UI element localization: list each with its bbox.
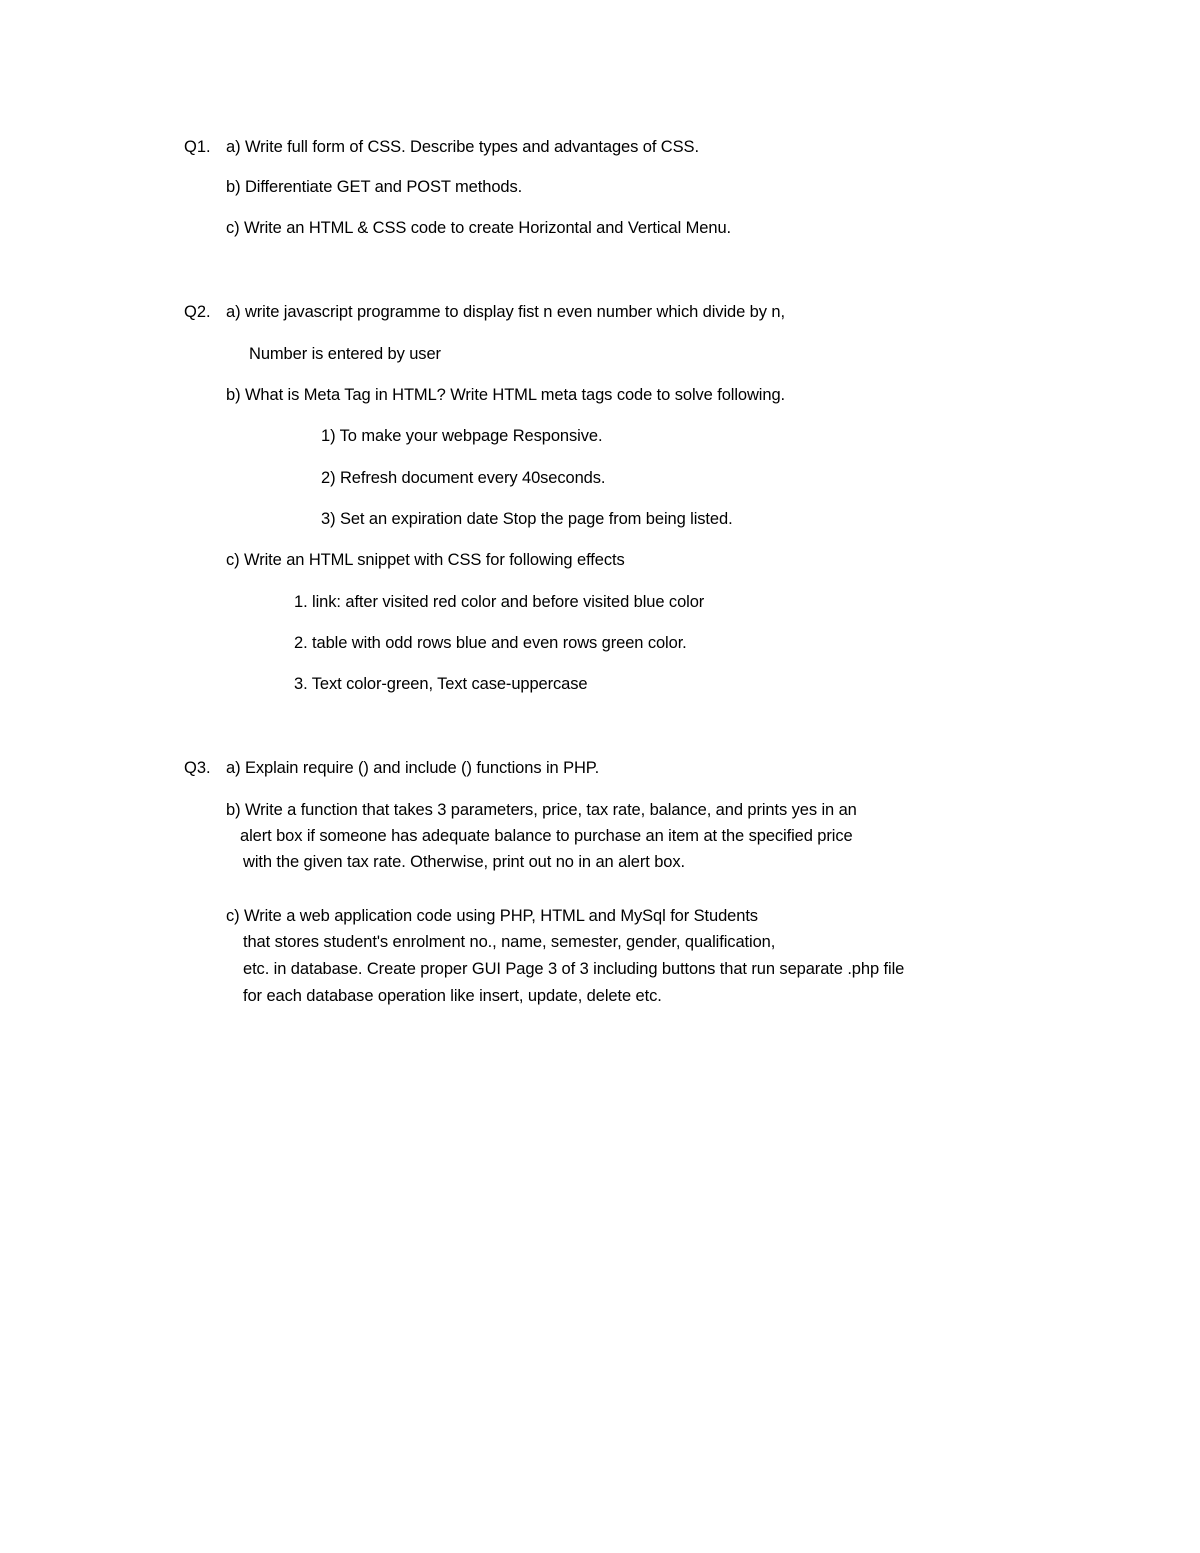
q3-part-c-line-3: etc. in database. Create proper GUI Page 3 of 3 including buttons that run separate .php file bbox=[243, 960, 905, 978]
q3-part-c-line-4: for each database operation like insert, update, delete etc. bbox=[243, 987, 662, 1005]
q1-part-b: b) Differentiate GET and POST methods. bbox=[226, 178, 523, 196]
question-number-q2: Q2. bbox=[184, 303, 211, 321]
q3-part-b-line-2: alert box if someone has adequate balance to purchase an item at the specified price bbox=[240, 827, 853, 845]
q3-part-c-line-2: that stores student's enrolment no., name, semester, gender, qualification, bbox=[243, 933, 776, 951]
question-number-q1: Q1. bbox=[184, 138, 211, 156]
q3-part-b: b) Write a function that takes 3 parameters, price, tax rate, balance, and prints yes in an bbox=[226, 801, 857, 819]
q3-part-b-line-3: with the given tax rate. Otherwise, print out no in an alert box. bbox=[243, 853, 685, 871]
question-number-q3: Q3. bbox=[184, 759, 211, 777]
q2-part-a: a) write javascript programme to display fist n even number which divide by n, bbox=[226, 303, 785, 321]
q2-part-c-item-3: 3. Text color-green, Text case-uppercase bbox=[294, 675, 588, 693]
q2-part-b-item-1: 1) To make your webpage Responsive. bbox=[321, 427, 603, 445]
q1-part-c: c) Write an HTML & CSS code to create Horizontal and Vertical Menu. bbox=[226, 219, 732, 237]
q2-part-a-continued: Number is entered by user bbox=[249, 345, 441, 363]
q2-part-b: b) What is Meta Tag in HTML? Write HTML meta tags code to solve following. bbox=[226, 386, 786, 404]
q2-part-b-item-3: 3) Set an expiration date Stop the page from being listed. bbox=[321, 510, 733, 528]
q2-part-b-item-2: 2) Refresh document every 40seconds. bbox=[321, 469, 606, 487]
q2-part-c-item-1: 1. link: after visited red color and before visited blue color bbox=[294, 593, 705, 611]
q3-part-c: c) Write a web application code using PHP, HTML and MySql for Students bbox=[226, 907, 758, 925]
q1-part-a: a) Write full form of CSS. Describe types and advantages of CSS. bbox=[226, 138, 699, 156]
q2-part-c-item-2: 2. table with odd rows blue and even rows green color. bbox=[294, 634, 687, 652]
q3-part-a: a) Explain require () and include () functions in PHP. bbox=[226, 759, 600, 777]
q2-part-c: c) Write an HTML snippet with CSS for following effects bbox=[226, 551, 625, 569]
